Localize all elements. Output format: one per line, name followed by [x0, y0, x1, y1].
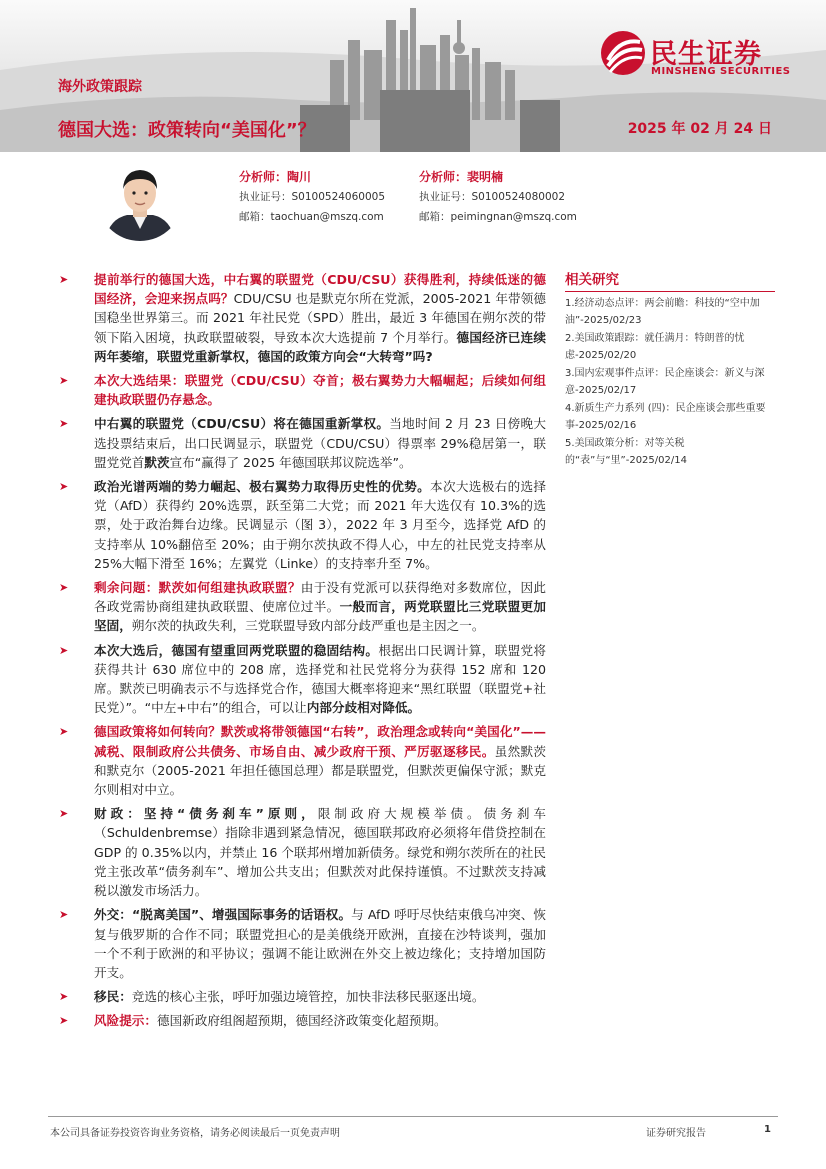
- bullet-arrow-icon: ➤: [59, 480, 69, 494]
- bullet-arrow-icon: ➤: [59, 581, 69, 595]
- report-series: 海外政策跟踪: [58, 79, 142, 95]
- related-research-item[interactable]: 3.国内宏观事件点评：民企座谈会：新义与深意-2025/02/17: [565, 368, 765, 396]
- related-research-sidebar: [565, 268, 775, 471]
- paragraph-4: ➤ 政治光谱两端的势力崛起、极右翼势力取得历史性的优势。本次大选极右的选择党（AfD）获得约 20%选票，跃至第二大党；而 2021 年大选仅有 10.3%的选票，处于政治舞台边缘。民调显示（图 3），2022 年 3 月至今，选择党 AfD 的支持率从 10%翻倍至 20%；由于朔尔茨执政不得人心，中左的社民党支持率从 25%大幅下滑至 16%；左翼党（Linke）的支持率升至 7%。: [59, 479, 547, 571]
- paragraph-8: ➤ 财政：坚持“债务刹车”原则，限制政府大规模举债。债务刹车（Schuldenbremse）指除非遇到紧急情况，德国联邦政府必须将年借贷控制在 GDP 的 0.35%以内，并禁止 16 个联邦州增加新债务。绿党和朔尔茨所在的社民党主张改革“债务刹车”、增加公共支出；但默茨对此保持谨慎。不过默茨支持减税以激发市场活力。: [59, 806, 546, 899]
- analyst-photo: [97, 155, 183, 241]
- paragraph-3: ➤ 中右翼的联盟党（CDU/CSU）将在德国重新掌权。当地时间 2 月 23 日傍晚大选投票结束后，出口民调显示，联盟党（CDU/CSU）得票率 29%稳居第一，联盟党党首默茨宣布“赢得了 2025 年德国联邦议院选举”。: [59, 416, 546, 470]
- bullet-arrow-icon: ➤: [59, 807, 69, 821]
- minsheng-logo-icon: [600, 30, 646, 76]
- header-banner: [0, 0, 826, 152]
- analyst-name: 分析师：陶川: [239, 170, 312, 184]
- paragraph-10: ➤ 移民：竞选的核心主张，呼吁加强边境管控，加快非法移民驱逐出境。: [56, 987, 546, 1006]
- related-research-title: 相关研究: [565, 268, 775, 292]
- paragraph-9: ➤ 外交：“脱离美国”、增强国际事务的话语权。与 AfD 呼吁尽快结束俄乌冲突、恢复与俄罗斯的合作不同；联盟党担心的是美俄绕开欧洲，直接在沙特谈判，强加一个不利于欧洲的和平协议；强调不能让欧洲在外交上被边缘化；支持增加国防开支。: [59, 907, 546, 980]
- report-body: [56, 270, 546, 1036]
- bullet-arrow-icon: ➤: [59, 273, 69, 286]
- report-date: 2025 年 02 月 24 日: [627, 121, 772, 137]
- footer-disclaimer: 本公司具备证券投资咨询业务资格，请务必阅读最后一页免责声明: [50, 1128, 340, 1139]
- related-research-item[interactable]: 4.新质生产力系列 (四)：民企座谈会那些重要事-2025/02/16: [565, 403, 766, 431]
- bullet-arrow-icon: ➤: [59, 725, 69, 739]
- bullet-arrow-icon: ➤: [59, 374, 69, 388]
- analyst-2: [419, 167, 577, 227]
- analyst-cert: 执业证号：S0100524060005: [239, 191, 386, 203]
- related-research-item[interactable]: 1.经济动态点评：两会前瞻：科技的“空中加油”-2025/02/23: [565, 298, 760, 326]
- page-number: 1: [764, 1124, 771, 1135]
- footer-divider: [48, 1116, 778, 1117]
- bullet-arrow-icon: ➤: [59, 990, 69, 1004]
- bullet-arrow-icon: ➤: [59, 417, 69, 431]
- paragraph-7: ➤ 德国政策将如何转向？默茨或将带领德国“右转”，政治理念或转向“美国化”——减税、限制政府公共债务、市场自由、减少政府干预、严厉驱逐移民。虽然默茨和默克尔（2005-2021 年担任德国总理）都是联盟党，但默茨更偏保守派；默克尔则相对中立。: [59, 724, 547, 798]
- related-research-item[interactable]: 5.美国政策分析：对等关税的“表”与“里”-2025/02/14: [565, 438, 687, 466]
- analyst-cert: 执业证号：S0100524080002: [419, 191, 566, 203]
- analyst-email[interactable]: 邮箱：peimingnan@mszq.com: [419, 211, 577, 223]
- minsheng-logo: [600, 30, 810, 82]
- analyst-email[interactable]: 邮箱：taochuan@mszq.com: [239, 211, 384, 223]
- paragraph-2: ➤ 本次大选结果：联盟党（CDU/CSU）夺首；极右翼势力大幅崛起；后续如何组建执政联盟仍存悬念。: [59, 373, 546, 408]
- footer-report-type: 证券研究报告: [646, 1128, 706, 1139]
- report-title: 德国大选：政策转向“美国化”？: [58, 120, 316, 141]
- logo-chinese-text: 民生证券: [650, 39, 762, 70]
- related-research-item[interactable]: 2.美国政策跟踪：就任满月：特朗普的忧虑-2025/02/20: [565, 333, 745, 361]
- paragraph-5: ➤ 剩余问题：默茨如何组建执政联盟？由于没有党派可以获得绝对多数席位，因此各政党需协商组建执政联盟、使席位过半。一般而言，两党联盟比三党联盟更加坚固，朔尔茨的执政失利，三党联盟导致内部分歧严重也是主因之一。: [59, 580, 547, 634]
- paragraph-1: ➤ 提前举行的德国大选，中右翼的联盟党（CDU/CSU）获得胜利，持续低迷的德国经济，会迎来拐点吗？CDU/CSU 也是默克尔所在党派，2005-2021 年带领德国稳坐世界第三。而 2021 年社民党（SPD）胜出，最近 3 年德国在朔尔茨的带领下陷入困境，执政联盟破裂，导致本次大选提前 7 个月举行。德国经济已连续两年萎缩，联盟党重新掌权，德国的政策方向会“大转弯”吗?: [59, 272, 546, 364]
- bullet-arrow-icon: ➤: [59, 1014, 69, 1028]
- analyst-name: 分析师：裴明楠: [419, 170, 504, 184]
- paragraph-6: ➤ 本次大选后，德国有望重回两党联盟的稳固结构。根据出口民调计算，联盟党将获得共计 630 席位中的 208 席，选择党和社民党将分为获得 152 席和 120 席。默茨已明确表示不与选择党合作，德国大概率将迎来“黑红联盟（联盟党+社民党）”。“中左+中右”的组合，可以让内部分歧相对降低。: [59, 642, 547, 716]
- analyst-1: [239, 167, 385, 227]
- bullet-arrow-icon: ➤: [59, 643, 69, 657]
- bullet-arrow-icon: ➤: [59, 908, 69, 922]
- paragraph-11: ➤ 风险提示：德国新政府组阁超预期，德国经济政策变化超预期。: [56, 1011, 546, 1030]
- logo-english-text: MINSHENG SECURITIES: [651, 66, 791, 77]
